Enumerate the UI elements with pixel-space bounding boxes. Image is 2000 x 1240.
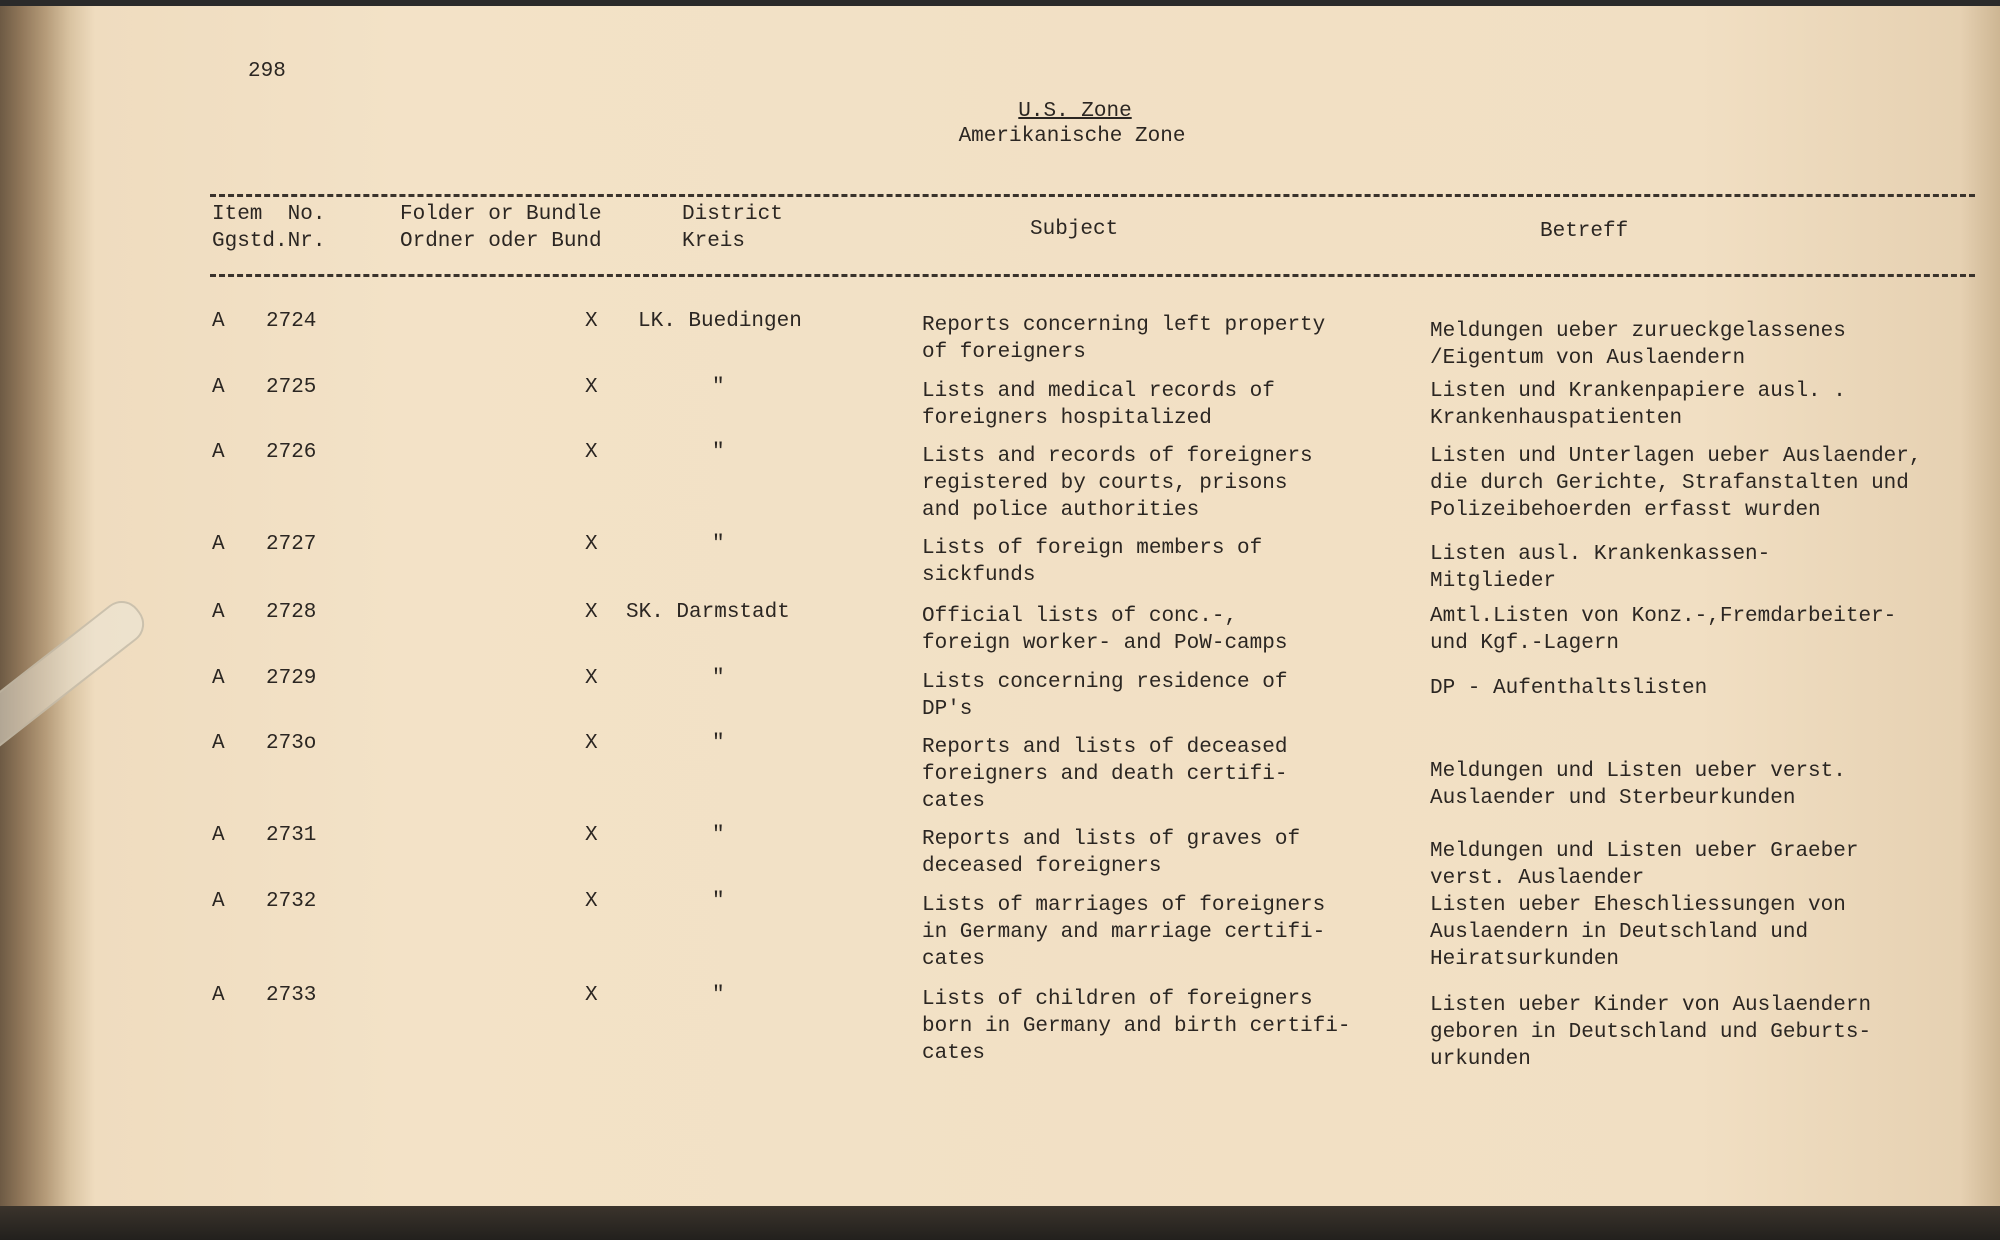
page-title: U.S. Zone	[1018, 100, 1132, 123]
item-prefix: A	[212, 984, 225, 1007]
item-number: 2727	[266, 533, 317, 556]
header-top-rule	[210, 194, 1975, 197]
folder-mark: X	[585, 824, 598, 847]
book-edge	[0, 1206, 2000, 1240]
betreff: Meldungen und Listen ueber Graeber verst. Auslaender	[1430, 840, 1859, 890]
item-number: 2728	[266, 601, 317, 624]
subject: Lists and records of foreigners registered by courts, prisons and police authorities	[922, 445, 1313, 522]
subject: Official lists of conc.-, foreign worker- and PoW-camps	[922, 605, 1288, 655]
betreff: Listen ueber Eheschliessungen von Auslaendern in Deutschland und Heiratsurkunden	[1430, 894, 1846, 971]
header-betreff: Betreff	[1540, 220, 1629, 243]
item-number: 2732	[266, 890, 317, 913]
item-prefix: A	[212, 310, 225, 333]
item-prefix: A	[212, 441, 225, 464]
subject: Reports concerning left property of foreigners	[922, 314, 1326, 364]
item-number: 2733	[266, 984, 317, 1007]
subject: Reports and lists of graves of deceased foreigners	[922, 828, 1301, 878]
item-prefix: A	[212, 667, 225, 690]
folder-mark: X	[585, 601, 598, 624]
district: "	[712, 732, 725, 755]
folder-mark: X	[585, 984, 598, 1007]
item-prefix: A	[212, 601, 225, 624]
document-page	[0, 6, 2000, 1212]
betreff: Meldungen ueber zurueckgelassenes /Eigentum von Auslaendern	[1430, 320, 1846, 370]
item-number: 2726	[266, 441, 317, 464]
betreff: Listen ausl. Krankenkassen- Mitglieder	[1430, 543, 1771, 593]
district: "	[712, 533, 725, 556]
subject: Reports and lists of deceased foreigners and death certifi- cates	[922, 736, 1288, 813]
item-number: 2729	[266, 667, 317, 690]
item-number: 2725	[266, 376, 317, 399]
header-district-en: District	[682, 203, 783, 226]
betreff: Meldungen und Listen ueber verst. Auslaender und Sterbeurkunden	[1430, 760, 1846, 810]
header-bottom-rule	[210, 274, 1975, 277]
district: "	[712, 441, 725, 464]
betreff: Listen und Krankenpapiere ausl. . Krankenhauspatienten	[1430, 380, 1846, 430]
header-item-de: Ggstd.Nr.	[212, 230, 326, 253]
header-district-de: Kreis	[682, 230, 746, 253]
betreff: Listen ueber Kinder von Auslaendern geboren in Deutschland und Geburts- urkunden	[1430, 994, 1872, 1071]
betreff: Amtl.Listen von Konz.-,Fremdarbeiter- und Kgf.-Lagern	[1430, 605, 1897, 655]
folder-mark: X	[585, 310, 598, 333]
item-prefix: A	[212, 732, 225, 755]
item-number: 2724	[266, 310, 317, 333]
subject: Lists and medical records of foreigners hospitalized	[922, 380, 1275, 430]
subject: Lists of children of foreigners born in Germany and birth certifi- cates	[922, 988, 1351, 1065]
district: LK. Buedingen	[638, 310, 802, 333]
folder-mark: X	[585, 890, 598, 913]
header-folder-de: Ordner oder Bund	[400, 230, 602, 253]
folder-mark: X	[585, 732, 598, 755]
district: "	[712, 667, 725, 690]
item-prefix: A	[212, 824, 225, 847]
folder-mark: X	[585, 376, 598, 399]
item-prefix: A	[212, 533, 225, 556]
district: "	[712, 376, 725, 399]
item-number: 2731	[266, 824, 317, 847]
folder-mark: X	[585, 667, 598, 690]
item-number: 273o	[266, 732, 317, 755]
folder-mark: X	[585, 533, 598, 556]
district: "	[712, 890, 725, 913]
folder-mark: X	[585, 441, 598, 464]
subject: Lists concerning residence of DP's	[922, 671, 1288, 721]
betreff: Listen und Unterlagen ueber Auslaender, die durch Gerichte, Strafanstalten und Polizeibehoerden erfasst wurden	[1430, 445, 1922, 522]
subject: Lists of marriages of foreigners in Germany and marriage certifi- cates	[922, 894, 1326, 971]
district: "	[712, 824, 725, 847]
header-folder-en: Folder or Bundle	[400, 203, 602, 226]
page-number: 298	[248, 60, 286, 83]
item-prefix: A	[212, 376, 225, 399]
betreff: DP - Aufenthaltslisten	[1430, 677, 1708, 700]
district: SK. Darmstadt	[626, 601, 790, 624]
header-subject: Subject	[1030, 218, 1119, 241]
item-prefix: A	[212, 890, 225, 913]
district: "	[712, 984, 725, 1007]
subject: Lists of foreign members of sickfunds	[922, 537, 1263, 587]
page-subtitle: Amerikanische Zone	[958, 125, 1186, 148]
header-item-en: Item No.	[212, 203, 326, 226]
